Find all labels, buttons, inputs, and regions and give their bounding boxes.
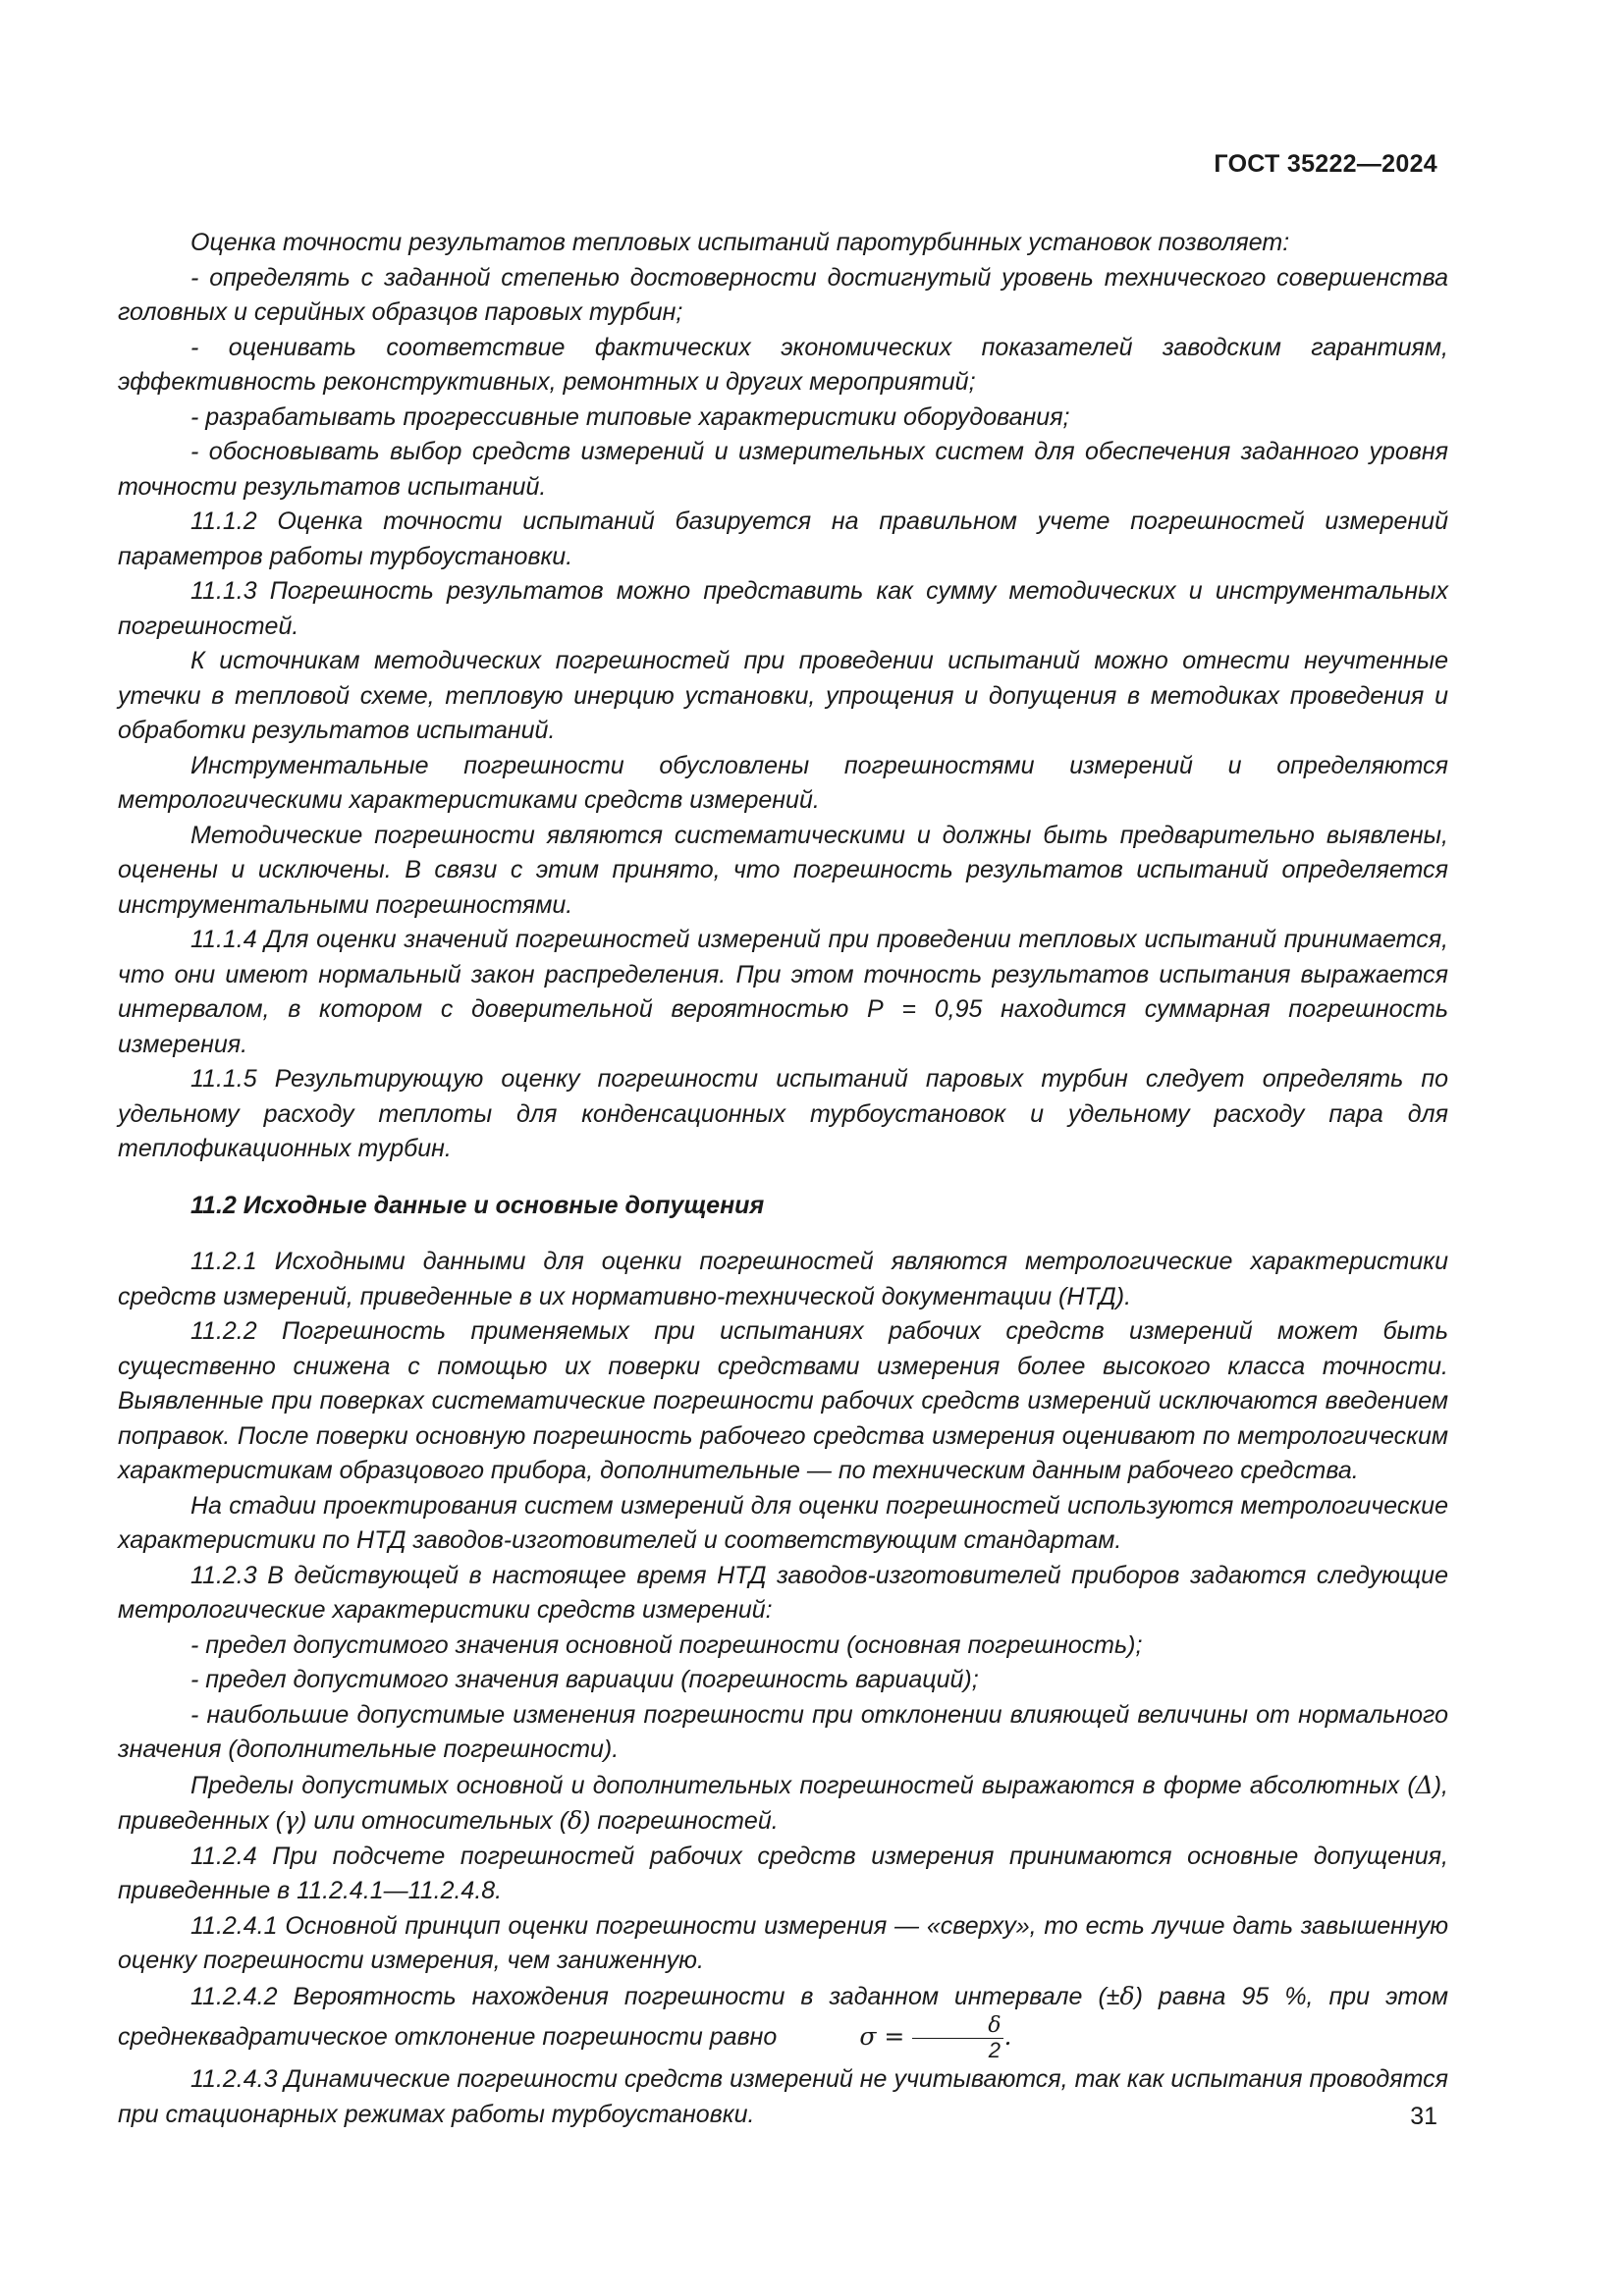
paragraph: 11.2.4.1 Основной принцип оценки погрешности измерения — «сверху», то есть лучше дать завышенную оценку погрешности измерения, чем заниженную. [118,1911,1448,1974]
list-item: - определять с заданной степенью достоверности достигнутый уровень технического совершенства головных и серийных образцов паровых турбин; [118,263,1448,326]
paragraph: 11.2.2 Погрешность применяемых при испытаниях рабочих средств измерений может быть существенно снижена с помощью их поверки средствами измерения более высокого класса точности. Выявленные при поверках систематические погрешности рабочих средств измерений исключаются введением поправок. После поверки основную погрешность рабочего средства измерения оценивают по метрологическим характеристикам образцового прибора, дополнительные — по техническим данным рабочего средства. [118,1317,1448,1484]
fraction-denominator: 2 [988,2038,1001,2062]
paragraph-error-forms [118,1768,1448,1840]
fraction-numerator: δ [912,2014,1003,2039]
formula-lhs: σ = [859,2022,905,2051]
list-item: - предел допустимого значения вариации (погрешность вариаций); [190,1666,979,1693]
text-fragment: 11.2.4.2 Вероятность нахождения погрешности в заданном интервале (± [190,1982,1120,2010]
list-item: - оценивать соответствие фактических экономических показателей заводским гарантиям, эффективность реконструктивных, ремонтных и других мероприятий; [118,333,1448,396]
paragraph: 11.2.3 В действующей в настоящее время НТД заводов-изготовителей приборов задаются следующие метрологические характеристики средств измерений: [118,1561,1448,1624]
paragraph: Инструментальные погрешности обусловлены погрешностями измерений и определяются метрологическими характеристиками средств измерений. [118,751,1448,814]
symbol-delta: δ [1119,1981,1135,2010]
paragraph: Методические погрешности являются систематическими и должны быть предварительно выявлены, оценены и исключены. В связи с этим принято, что погрешность результатов испытаний определяется инструментальными погрешностями. [118,821,1448,919]
list-item: - предел допустимого значения основной погрешности (основная погрешность); [190,1630,1143,1659]
fraction [912,2014,1003,2062]
paragraph: 11.2.1 Исходными данными для оценки погрешностей являются метрологические характеристики средств измерений, приведенные в их нормативно-технической документации (НТД). [118,1248,1448,1310]
paragraph: 11.1.2 Оценка точности испытаний базируется на правильном учете погрешностей измерений параметров работы турбоустановки. [118,507,1448,570]
page-number: 31 [1410,2103,1437,2130]
text-fragment: ) или относительных ( [298,1807,568,1835]
document-body [118,226,1448,2132]
list-item: - разрабатывать прогрессивные типовые характеристики оборудования; [190,402,1070,431]
paragraph: 11.2.4 При подсчете погрешностей рабочих средств измерения принимаются основные допущения, приведенные в 11.2.4.1—11.2.4.8. [118,1842,1448,1904]
paragraph: К источникам методических погрешностей при проведении испытаний можно отнести неучтенные утечки в тепловой схеме, тепловую инерцию установки, упрощения и допущения в методиках проведения и обработки результатов испытаний. [118,647,1448,744]
section-heading: 11.2 Исходные данные и основные допущения [190,1191,765,1219]
formula-end: . [1003,2022,1012,2051]
document-header: ГОСТ 35222—2024 [1214,150,1437,178]
paragraph: На стадии проектирования систем измерений для оценки погрешностей используются метрологические характеристики по НТД заводов-изготовителей и соответствующим стандартам. [118,1491,1448,1554]
text-fragment: ) равна 95 %, при этом среднеквадратическое отклонение погрешности равно [118,1982,1448,2052]
list-item: - обосновывать выбор средств измерений и измерительных систем для обеспечения заданного уровня точности результатов испытаний. [118,438,1448,501]
paragraph: 11.1.5 Результирующую оценку погрешности испытаний паровых турбин следует определять по удельному расходу теплоты для конденсационных турбоустановок и удельному расходу пара для теплофикационных турбин. [118,1065,1448,1162]
paragraph: 11.2.4.3 Динамические погрешности средств измерений не учитываются, так как испытания проводятся при стационарных режимах работы турбоустановки. [118,2065,1448,2128]
symbol-reduced: γ [284,1806,299,1835]
list-item: - наибольшие допустимые изменения погрешности при отклонении влияющей величины от нормального значения (дополнительные погрешности). [118,1700,1448,1763]
symbol-absolute: Δ [1415,1770,1434,1799]
paragraph-probability [118,1979,1448,2063]
paragraph: Оценка точности результатов тепловых испытаний паротурбинных установок позволяет: [190,229,1290,256]
sigma-formula [786,2014,1011,2062]
paragraph: 11.1.4 Для оценки значений погрешностей измерений при проведении тепловых испытаний принимается, что они имеют нормальный закон распределения. При этом точность результатов испытания выражается интервалом, в котором с доверительной вероятностью Р = 0,95 находится суммарная погрешность измерения. [118,926,1448,1058]
text-fragment: ), приведенных ( [118,1771,1448,1835]
text-fragment: Пределы допустимых основной и дополнительных погрешностей выражаются в форме абсолютных ( [190,1771,1416,1799]
paragraph: 11.1.3 Погрешность результатов можно представить как сумму методических и инструментальных погрешностей. [118,577,1448,640]
text-fragment: ) погрешностей. [582,1807,779,1835]
symbol-relative: δ [568,1806,583,1835]
